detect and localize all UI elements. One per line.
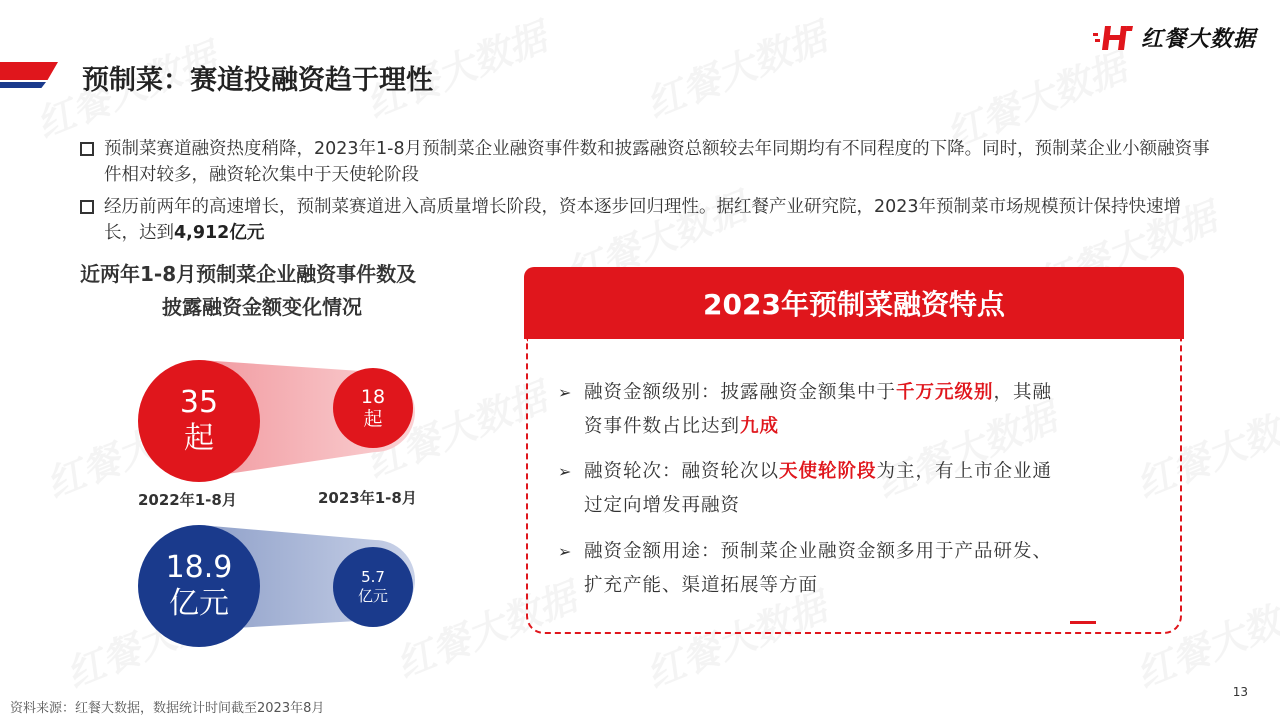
feature-text: ，其融 [993, 382, 1053, 403]
events-2023-unit: 起 [363, 408, 383, 430]
bullet-text-emphasis: 4,912亿元 [174, 223, 265, 243]
header-accent-stripe [0, 62, 58, 88]
bullet-text [104, 194, 1210, 246]
bullet-item [80, 136, 1210, 188]
feature-text: 过定向增发再融资 [584, 495, 741, 516]
feature-item [558, 455, 1148, 523]
feature-text: 为主，有上市企业通 [876, 461, 1053, 482]
comparison-title [80, 258, 500, 324]
feature-highlight: 九成 [740, 416, 780, 437]
features-card-header [524, 267, 1184, 339]
logo-text: 红餐大数据 [1140, 27, 1256, 52]
checkbox-bullet-icon [80, 200, 94, 214]
arrow-bullet-icon: ➢ [558, 542, 573, 561]
brand-logo [1093, 22, 1256, 53]
feature-item [558, 535, 1148, 603]
comparison-title-line1: 近两年1-8月预制菜企业融资事件数及 [80, 262, 417, 286]
feature-text: 融资轮次：融资轮次以 [584, 461, 780, 482]
amount-2022-unit: 亿元 [169, 586, 229, 621]
period-label-2023: 2023年1-8月 [318, 489, 417, 507]
feature-text: 资事件数占比达到 [584, 416, 741, 437]
feature-text: 扩充产能、渠道拓展等方面 [584, 575, 819, 596]
features-card-title: 2023年预制菜融资特点 [703, 288, 1005, 321]
amount-2023-circle [333, 547, 413, 627]
source-note: 资料来源：红餐大数据，数据统计时间截至2023年8月 [10, 701, 325, 716]
page-number: 13 [1232, 685, 1248, 699]
arrow-bullet-icon: ➢ [558, 383, 573, 402]
events-2023-value: 18 [360, 386, 386, 408]
amount-2023-value: 5.7 [361, 568, 385, 586]
amount-2022-value: 18.9 [165, 550, 233, 585]
bullet-item [80, 194, 1210, 246]
amount-2022-circle [138, 525, 260, 647]
page-title: 预制菜：赛道投融资趋于理性 [82, 65, 433, 96]
feature-text: 融资金额用途：预制菜企业融资金额多用于产品研发、 [584, 541, 1053, 562]
arrow-bullet-icon: ➢ [558, 462, 573, 481]
decorative-dash [1070, 621, 1096, 624]
bullet-text: 预制菜赛道融资热度稍降，2023年1-8月预制菜企业融资事件数和披露融资总额较去年同期均有不同程度的下降。同时，预制菜企业小额融资事件相对较多，融资轮次集中于天使轮阶段 [104, 139, 1210, 185]
feature-highlight: 天使轮阶段 [779, 461, 877, 482]
feature-highlight: 千万元级别 [896, 382, 994, 403]
feature-text: 融资金额级别：披露融资金额集中于 [584, 382, 897, 403]
logo-mark-icon [1093, 23, 1135, 53]
events-2022-unit: 起 [184, 421, 214, 456]
comparison-title-line2: 披露融资金额变化情况 [162, 295, 362, 319]
watermark [637, 6, 834, 128]
amount-2023-unit: 亿元 [357, 587, 388, 605]
period-label-2022: 2022年1-8月 [138, 491, 237, 509]
bullet-text-body: 经历前两年的高速增长，预制菜赛道进入高质量增长阶段，资本逐步回归理性。据红餐产业研究院，2023年预制菜市场规模预计保持快速增长，达到 [104, 197, 1182, 243]
events-2022-circle [138, 360, 260, 482]
events-2022-value: 35 [179, 385, 219, 420]
feature-item [558, 376, 1148, 444]
checkbox-bullet-icon [80, 142, 94, 156]
events-2023-circle [333, 368, 413, 448]
bullet-list [80, 136, 1210, 252]
